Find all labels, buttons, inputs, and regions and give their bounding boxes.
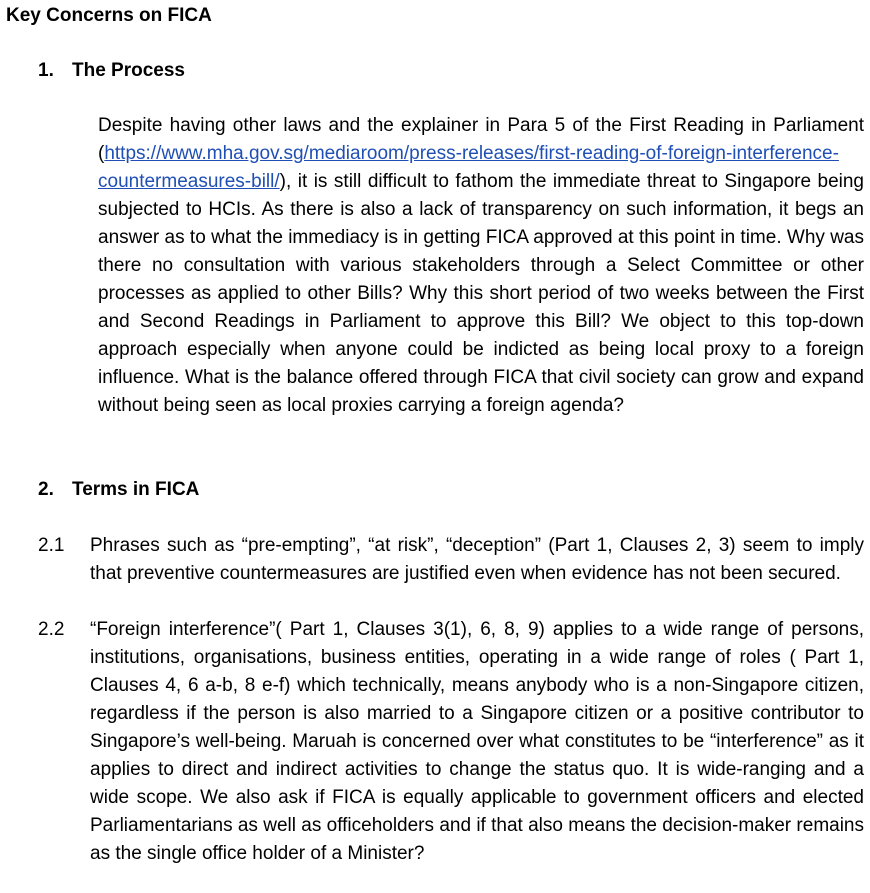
clause-2-1-text: Phrases such as “pre-empting”, “at risk”, “deception” (Part 1, Clauses 2, 3) seem to imply that preventive countermeasures are justified even when evidence has not been secured. bbox=[90, 535, 864, 584]
document-title: Key Concerns on FICA bbox=[6, 5, 212, 26]
section-1-heading bbox=[38, 57, 185, 85]
mha-press-release-link[interactable]: https://www.mha.gov.sg/mediaroom/press-releases/first-reading-of-foreign-interference-countermeasures-bill/ bbox=[98, 143, 839, 192]
section-2-title: Terms in FICA bbox=[72, 479, 200, 500]
section-1-text-end: ), it is still difficult to fathom the immediate threat to Singapore being subjected to HCIs. As there is also a lack of transparency on such information, it begs an answer as to what the immediacy is in getting FICA approved at this point in time. Why was there no consultation with various stakeholders through a Select Committee or other processes as applied to other Bills? Why this short period of two weeks between the First and Second Readings in Parliament to approve this Bill? We object to this top-down approach especially when anyone could be indicted as being local proxy to a foreign influence. What is the balance offered through FICA that civil society can grow and expand without being seen as local proxies carrying a foreign agenda? bbox=[98, 171, 864, 416]
clause-2-2-text: “Foreign interference”( Part 1, Clauses 3(1), 6, 8, 9) applies to a wide range of persons, institutions, organisations, business entities, operating in a wide range of roles ( Part 1, Clauses 4, 6 a-b, 8 e-f) which technically, means anybody who is a non-Singapore citizen, regardless if the person is also married to a Singapore citizen or a positive contributor to Singapore’s well-being. Maruah is concerned over what constitutes to be “interference” as it applies to direct and indirect activities to change the status quo. It is wide-ranging and a wide scope. We also ask if FICA is equally applicable to government officers and elected Parliamentarians as well as officeholders and if that also means the decision-maker remains as the single office holder of a Minister? bbox=[90, 619, 864, 864]
section-1-number: 1. bbox=[38, 60, 54, 81]
clause-2-2 bbox=[38, 616, 864, 868]
section-2-number: 2. bbox=[38, 479, 54, 500]
clause-2-1-number: 2.1 bbox=[38, 535, 65, 556]
section-1-title: The Process bbox=[72, 60, 185, 81]
section-1-paragraph bbox=[98, 112, 864, 420]
clause-2-2-number: 2.2 bbox=[38, 619, 65, 640]
clause-2-1 bbox=[38, 532, 864, 588]
section-1-text-start: Despite having other laws and the explainer in Para 5 of the First Reading in Parliament ( bbox=[98, 115, 864, 164]
section-2-heading bbox=[38, 476, 199, 504]
